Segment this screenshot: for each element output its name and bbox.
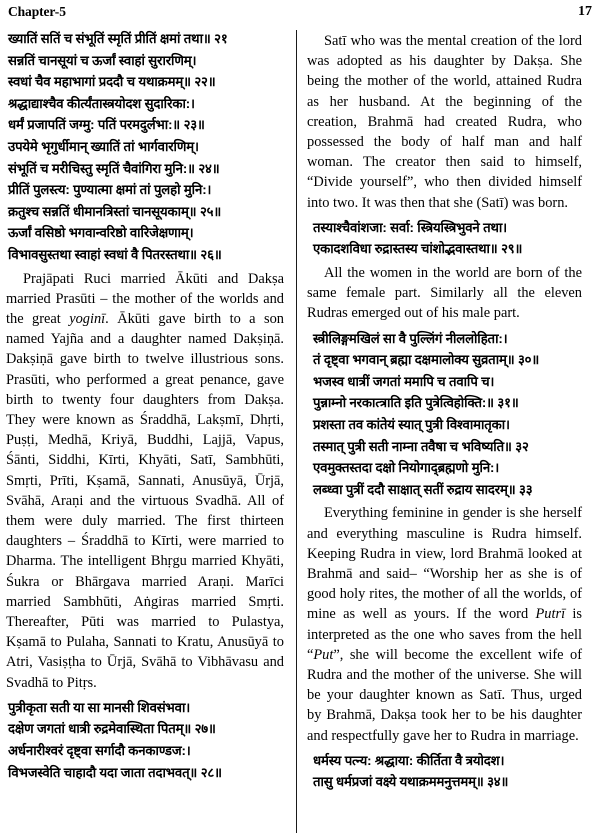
verse-line: संभूतिं च मरीचिस्तु स्मृतिं चैवांगिरा मुनि:॥ २४॥ [8, 160, 220, 176]
verse-line: तं दृष्ट्वा भगवान् ब्रह्मा दक्षमालोक्य सुव्रताम्॥ ३०॥ [313, 352, 540, 368]
verse-line: तस्मात् पुत्री सती नाम्ना तवैषा च भविष्यति॥ ३२ [313, 438, 529, 454]
verse-line: स्वधां चैव महाभागां प्रददौ च यथाक्रमम्॥ २२॥ [8, 74, 216, 90]
verse-line: प्रीतिं पुलस्त्य: पुण्यात्मा क्षमां तां पुलहो मुनि:। [8, 182, 212, 198]
body-paragraph: Prajāpati Ruci married Ākūti and Dakṣa married Prasūti – the mother of the worlds and the great yoginī. Ākūti gave birth to a son named Yajña and a daughter named Dakṣiṇā. Dakṣiṇā gave birth to twelve illustrious sons. Prasūti, who performed a great penance, gave birth to twenty four daughters from Dakṣa. They were known as Śraddhā, Lakṣmī, Dhṛti, Puṣṭi, Medhā, Kriyā, Buddhi, Lajjā, Vapus, Śānti, Siddhi, Kīrti, Khyāti, Satī, Sambhūti, Smṛti, Prīti, Kṣamā, Sannati, Anusūyā, Ūrjā, Svāhā, Araṇi and the virtuous Svadhā. All of them were duly married. The first thirteen daughters – Śraddhā to Kīrti, were married to Dharma. The intelligent Bhṛgu married Khyāti, Śukra or Bhārgava married Araṇi. Marīci married Sambhūti, Aṅgiras married Smṛti. Thereafter, Pūti was married to Pulastya, Kṣamā to Pulaha, Sannati to Kratu, Anusūyā to Atri, Vasiṣṭha to Ūrjā, Svāhā to Vibhāvasu and Svadhā to Pitṛs. [6, 270, 284, 691]
body-paragraph: Everything feminine in gender is she herself and everything masculine is Rudra himself. Keeping Rudra in view, lord Brahmā looked at Brahmā and said– “Worship her as she is of good holy rites, the mother of all the worlds, of mine as well as yours. If the word Putrī is interpreted as the one who saves from the hell “Put”, she will become the excellent wife of Rudra and the mother of the universe. She will be your daughter known as Satī. Thus, urged by Brahmā, Dakṣa took her to be his daughter and respectfully gave her to Rudra in marriage. [307, 505, 583, 744]
verse-line: प्रशस्ता तव कांतेयं स्यात् पुत्री विश्वामातृका। [313, 417, 510, 432]
verse-line: तासु धर्मप्रजां वक्ष्ये यथाक्रममनुत्तमम्॥ ३४॥ [313, 774, 509, 790]
verse-line: अर्धनारीश्वरं दृष्ट्वा सर्गादौ कनकाण्डज:। [8, 742, 191, 758]
verse-line: विभजस्वेति चाहादौ यदा जाता तदाभवत्॥ २८॥ [8, 764, 222, 780]
verse-line: दक्षेण जगतां धात्री रुद्रमेवास्थिता पितम्॥ २७॥ [8, 721, 216, 737]
verse-line: ख्यातिं सतिं च संभूतिं स्मृतिं प्रीतिं क्षमां तथा॥ २१ [8, 31, 228, 46]
verse-line: भजस्व धात्रीं जगतां ममापि च तवापि च। [313, 373, 495, 389]
verse-line: धर्मस्य पत्न्य: श्रद्धाया: कीर्तिता वै त्रयोदश। [313, 752, 505, 768]
page-number: 17 [578, 4, 592, 19]
verse-block-left-1 [6, 28, 284, 266]
verse-line: पुत्रीकृता सती या सा मानसी शिवसंभवा। [8, 699, 191, 715]
verse-line: एकादशविधा रुद्रास्तस्य चांशोद्भवास्तथा॥ २९॥ [313, 241, 523, 257]
verse-line: ऊर्जां वसिष्ठो भगवान्वरिष्ठो वारिजेक्षणाम्। [8, 225, 194, 241]
verse-block-left-2 [6, 697, 284, 783]
running-head [8, 4, 592, 24]
two-column-body [6, 28, 594, 835]
verse-line: श्रद्धाद्याश्चैव कीर्त्यंतास्त्रयोदश सुदारिका:। [8, 95, 195, 111]
verse-line: क्रतुश्च सन्नतिं धीमानत्रिस्तां चानसूयकाम्॥ २५॥ [8, 203, 222, 219]
verse-line: पुन्नाम्नो नरकात्त्राति इति पुत्रेत्विहोक्ति:॥ ३१॥ [313, 395, 519, 411]
right-column [294, 28, 582, 835]
verse-line: एवमुक्तस्तदा दक्षो नियोगाद्ब्रह्मणो मुनि:। [313, 460, 500, 476]
verse-line: धर्मं प्रजापतिं जग्मु: पतिं परमदुर्लभा:॥ २३॥ [8, 117, 205, 133]
chapter-label: Chapter-5 [8, 4, 66, 19]
body-paragraph: Satī who was the mental creation of the lord was adopted as his daughter by Dakṣa. She being the mother of the world, attained Rudra as her husband. At the beginning of the creation, Brahmā had created Rudra, who possessed the body of half man and half woman. The creator then said to himself, “Divide yourself”, who then divided himself into two. It was then that she (Satī) was born. [307, 33, 582, 211]
verse-line: लब्ध्वा पुत्रीं ददौ साक्षात् सतीं रुद्राय सादरम्॥ ३३ [313, 481, 533, 497]
left-column [6, 28, 294, 835]
column-divider [296, 30, 297, 833]
verse-block-right-1 [307, 217, 582, 260]
verse-line: सन्नतिं चानसूयां च ऊर्जां स्वाहां सुरारणिम्। [8, 52, 197, 68]
verse-line: विभावसुस्तथा स्वाहां स्वधां वै पितरस्तथा॥ २६॥ [8, 246, 222, 262]
verse-block-right-3 [307, 750, 582, 793]
verse-block-right-2 [307, 328, 582, 501]
body-paragraph: All the women in the world are born of the same female part. Similarly all the eleven Rudras emerged out of his male part. [307, 265, 582, 322]
verse-line: तस्याश्चैवांशजा: सर्वा: स्त्रियस्त्रिभुवने तथा। [313, 219, 508, 235]
verse-line: स्त्रीलिङ्गमखिलं सा वै पुल्लिंगं नीललोहिता:। [313, 330, 508, 346]
verse-line: उपयेमे भृगुर्धीमान् ख्यातिं तां भार्गवारणिम्। [8, 138, 199, 154]
